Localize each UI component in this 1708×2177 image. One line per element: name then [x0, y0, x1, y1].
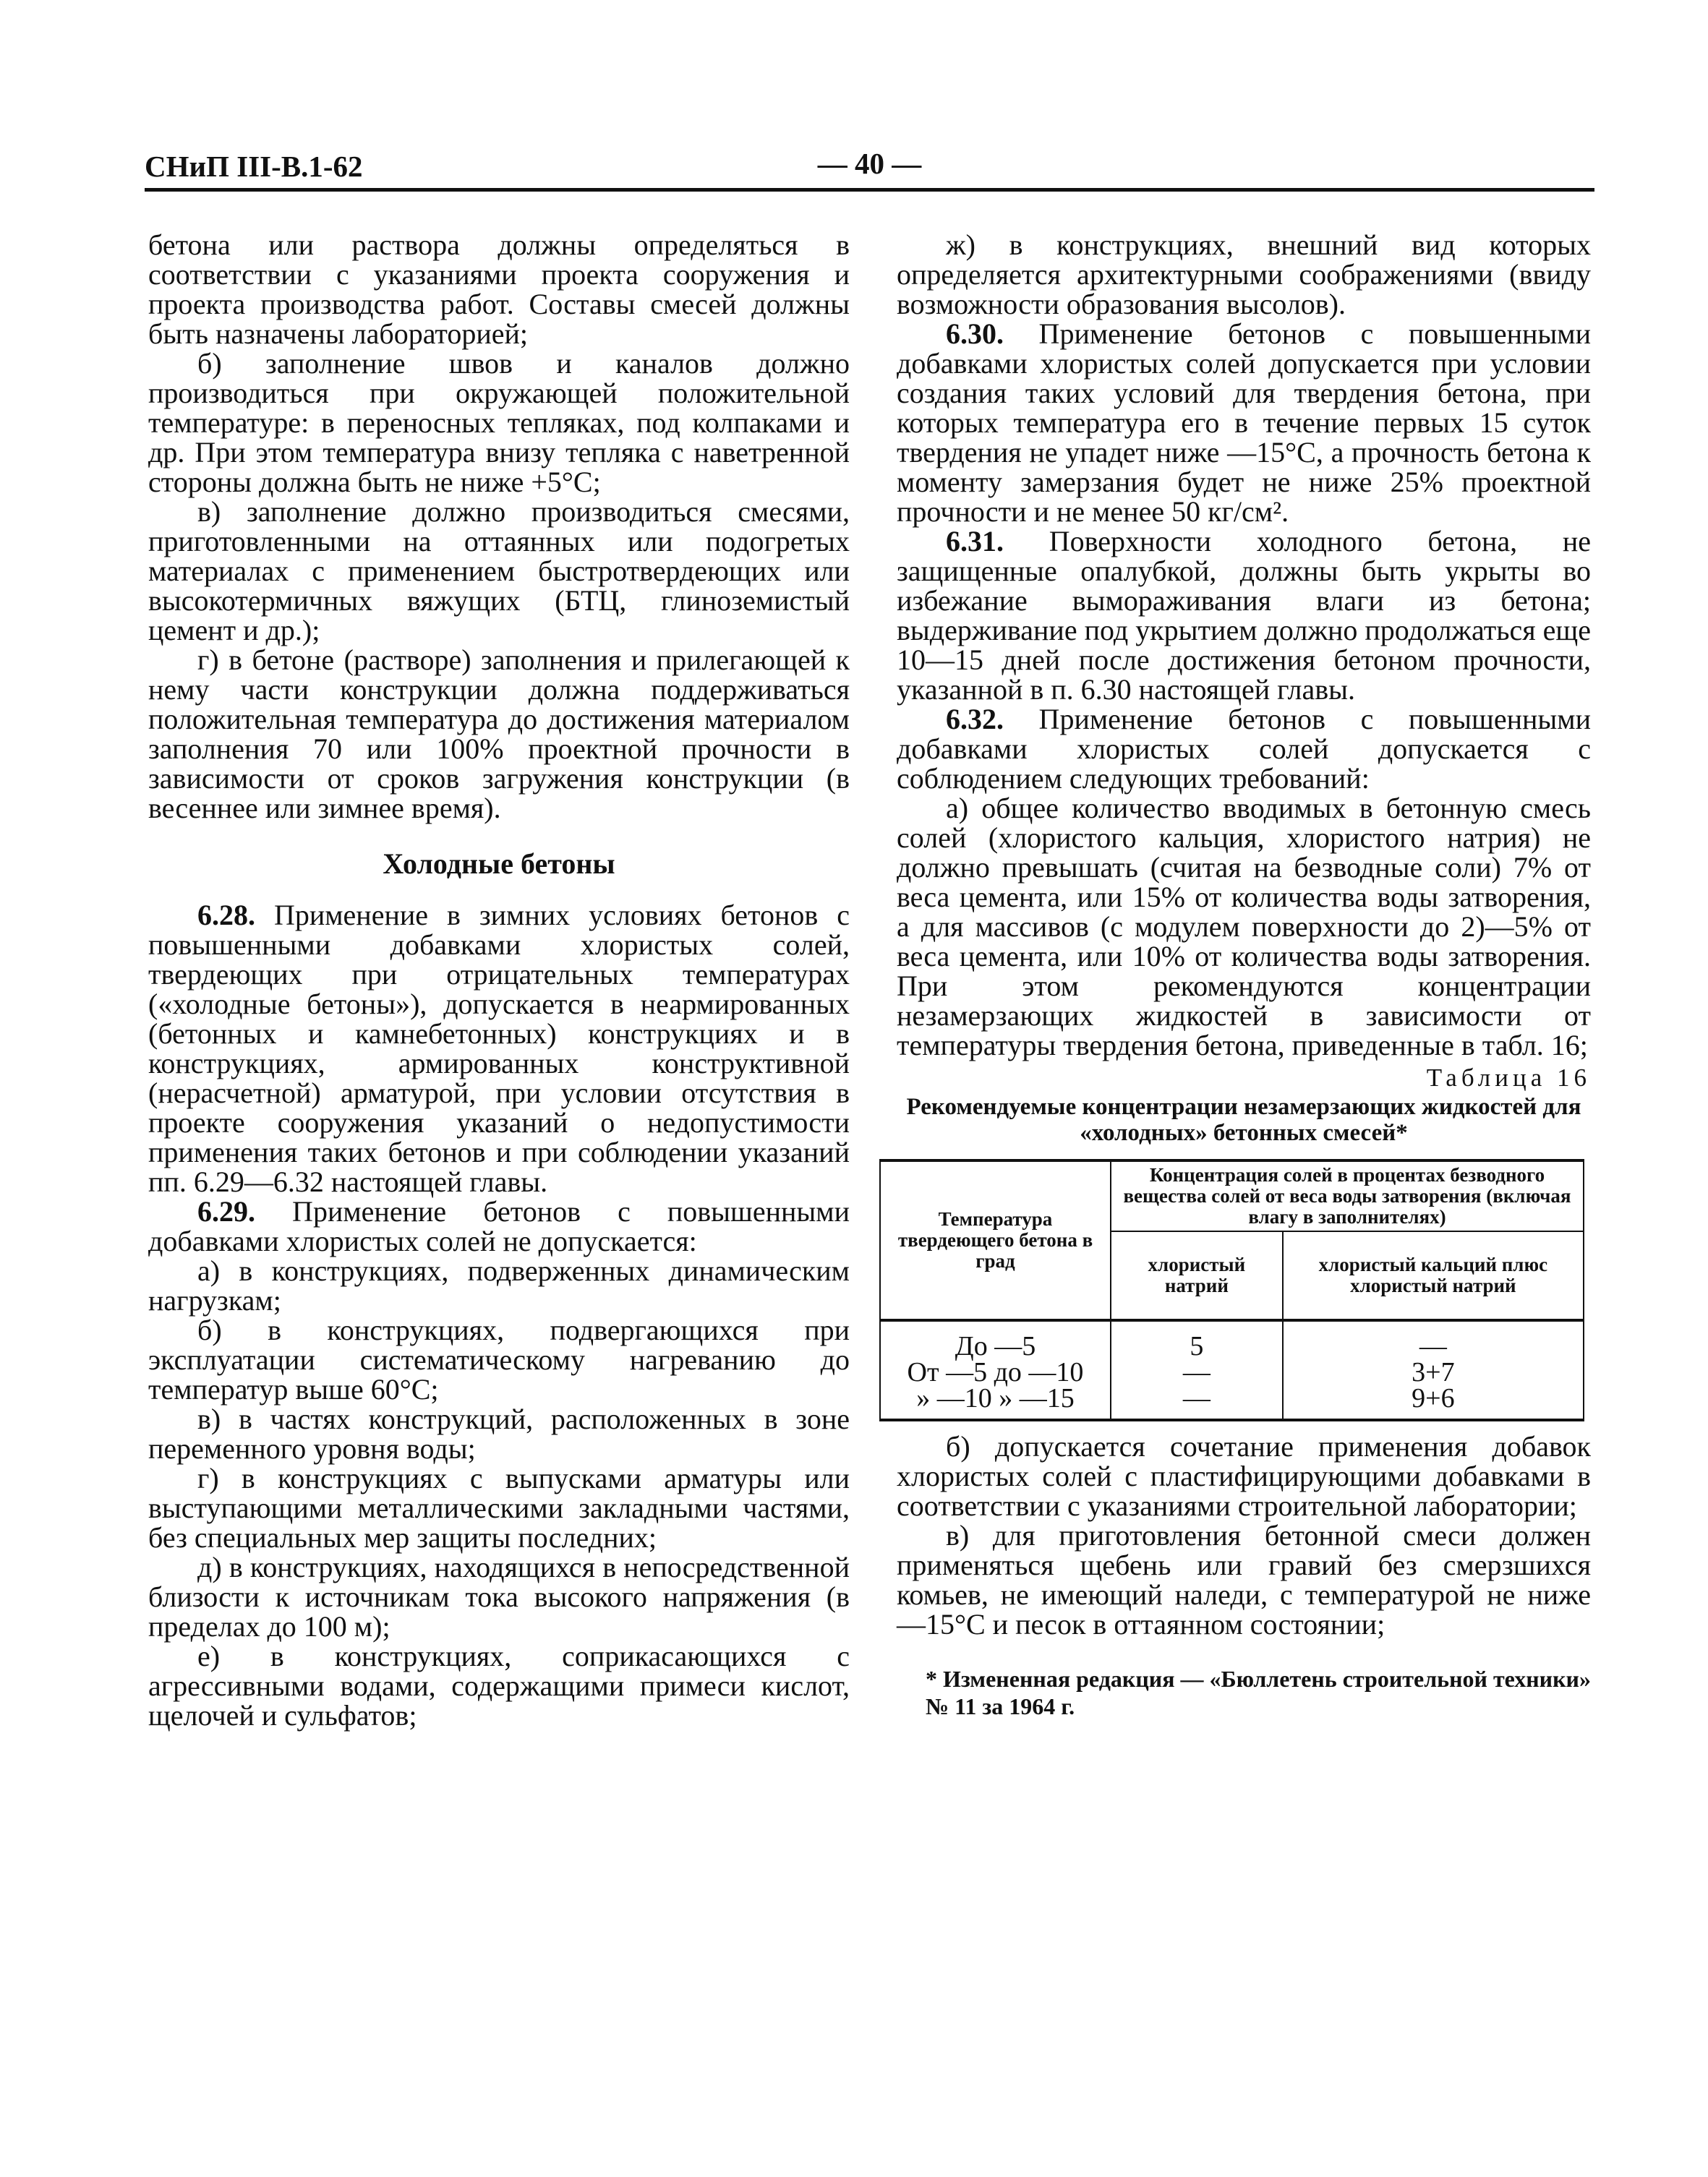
header-rule	[145, 188, 1594, 192]
table-caption	[897, 1063, 1591, 1146]
clause-text: Применение в зимних условиях бетонов с повышенными добавками хлористых солей, твердеющих при отрицательных температурах («холодные бетоны»), допускается в неармированных (бетонных и камнебетонных) конструкциях и в конструкциях, армированных конструктивной (нерасчетной) арматурой, при условии отсутствия в проекте сооружения указаний о недопустимости применения таких бетонов и при соблюдении указаний пп. 6.29—6.32 настоящей главы.	[148, 899, 850, 1198]
page-header	[145, 142, 1594, 192]
list-item: д) в конструкциях, находящихся в непосредственной близости к источникам тока высокого напряжения (в пределах до 100 м);	[148, 1551, 850, 1643]
list-item: в) в частях конструкций, расположенных в зоне переменного уровня воды;	[148, 1403, 850, 1465]
concentration-table	[879, 1159, 1584, 1421]
column-header-calcium-sodium: хлористый кальций плюс хлористый натрий	[1283, 1231, 1584, 1320]
left-column	[148, 230, 850, 1730]
clause-6-32	[897, 704, 1591, 793]
column-group-header: Концентрация солей в процентах безводного вещества солей от веса воды затворения (включая влагу в заполнителях)	[1111, 1160, 1584, 1231]
paragraph: в) заполнение должно производиться смесями, приготовленными на оттаянных или подогретых материалах с применением быстротвердеющих или высокотермичных вяжущих (БТЦ, глиноземистый цемент и др.);	[148, 495, 850, 646]
list-item: г) в конструкциях с выпусками арматуры или выступающими металлическими закладными частями, без специальных мер защиты последних;	[148, 1462, 850, 1554]
clause-text: Применение бетонов с повышенными добавками хлористых солей не допускается:	[148, 1195, 850, 1257]
clause-6-31	[897, 526, 1591, 704]
clause-number: 6.28.	[197, 899, 255, 931]
list-item: б) в конструкциях, подвергающихся при эксплуатации систематическому нагреванию до температур выше 60°С;	[148, 1314, 850, 1406]
clause-number: 6.29.	[197, 1195, 255, 1228]
list-item: а) в конструкциях, подверженных динамическим нагрузкам;	[148, 1254, 850, 1317]
column-header-sodium: хлористый натрий	[1111, 1231, 1283, 1320]
table-number: Таблица 16	[1426, 1064, 1591, 1092]
column-header-temperature: Температура твердеющего бетона в град	[880, 1160, 1111, 1320]
page-number: — 40 —	[817, 147, 922, 180]
paragraph: б) заполнение швов и каналов должно производиться при окружающей положительной температуре: в переносных тепляках, под колпаками и др. При этом температура внизу тепляка с наветренной стороны должна быть не ниже +5°С;	[148, 347, 850, 498]
list-item: а) общее количество вводимых в бетонную смесь солей (хлористого кальция, хлористого натрия) не должно превышать (считая на безводные соли) 7% от веса цемента, или 15% от количества воды затворения, а для массивов (с модулем поверхности до 2)—5% от веса цемента, или 10% от количества воды затворения. При этом рекомендуются концентрации незамерзающих жидкостей в зависимости от температуры твердения бетона, приведенные в табл. 16;	[897, 792, 1591, 1061]
list-item: е) в конструкциях, соприкасающихся с агрессивными водами, содержащими примеси кислот, щелочей и сульфатов;	[148, 1640, 850, 1732]
right-column	[897, 230, 1591, 1720]
footnote: * Измененная редакция — «Бюллетень строительной техники» № 11 за 1964 г.	[926, 1666, 1591, 1719]
table-title: Рекомендуемые концентрации незамерзающих жидкостей для «холодных» бетонных смесей*	[906, 1094, 1581, 1146]
paragraph: г) в бетоне (растворе) заполнения и прилегающей к нему части конструкции должна поддерживаться положительная температура до достижения материалом заполнения 70 или 100% проектной прочности в зависимости от сроков загружения конструкции (в весеннее или зимнее время).	[148, 643, 850, 824]
clause-6-29	[148, 1197, 850, 1256]
clause-text: Применение бетонов с повышенными добавками хлористых солей допускается при условии создания таких условий для твердения бетона, при которых температура его в течение первых 15 суток твердения не упадет ниже —15°С, а прочность бетона к моменту замерзания будет не ниже 25% проектной прочности и не менее 50 кг/см².	[897, 317, 1591, 528]
paragraph: бетона или раствора должны определяться в соответствии с указаниями проекта сооружения и проекта производства работ. Составы смесей должны быть назначены лабораторией;	[148, 228, 850, 350]
document-code: СНиП III-В.1-62	[145, 150, 363, 183]
temperature-values: До —5 От —5 до —10 » —10 » —15	[880, 1320, 1111, 1420]
sodium-values: 5 — —	[1111, 1320, 1283, 1420]
clause-text: Применение бетонов с повышенными добавками хлористых солей допускается с соблюдением следующих требований:	[897, 703, 1591, 795]
clause-number: 6.32.	[946, 703, 1004, 735]
clause-6-28	[148, 900, 850, 1197]
calcium-sodium-values: — 3+7 9+6	[1283, 1320, 1584, 1420]
section-title: Холодные бетоны	[383, 847, 615, 880]
clause-6-30	[897, 319, 1591, 526]
list-item: в) для приготовления бетонной смеси должен применяться щебень или гравий без смерзшихся комьев, не имеющий наледи, с температурой не ниже —15°С и песок в оттаянном состоянии;	[897, 1519, 1591, 1641]
clause-number: 6.30.	[946, 317, 1004, 350]
list-item: ж) в конструкциях, внешний вид которых определяется архитектурными соображениями (ввиду возможности образования высолов).	[897, 228, 1591, 320]
list-item: б) допускается сочетание применения добавок хлористых солей с пластифицирующими добавками в соответствии с указаниями строительной лаборатории;	[897, 1430, 1591, 1522]
clause-number: 6.31.	[946, 525, 1004, 557]
clause-text: Поверхности холодного бетона, не защищенные опалубкой, должны быть укрыты во избежание вымораживания влаги из бетона; выдерживание под укрытием должно продолжаться еще 10—15 дней после достижения бетоном прочности, указанной в п. 6.30 настоящей главы.	[897, 525, 1591, 706]
